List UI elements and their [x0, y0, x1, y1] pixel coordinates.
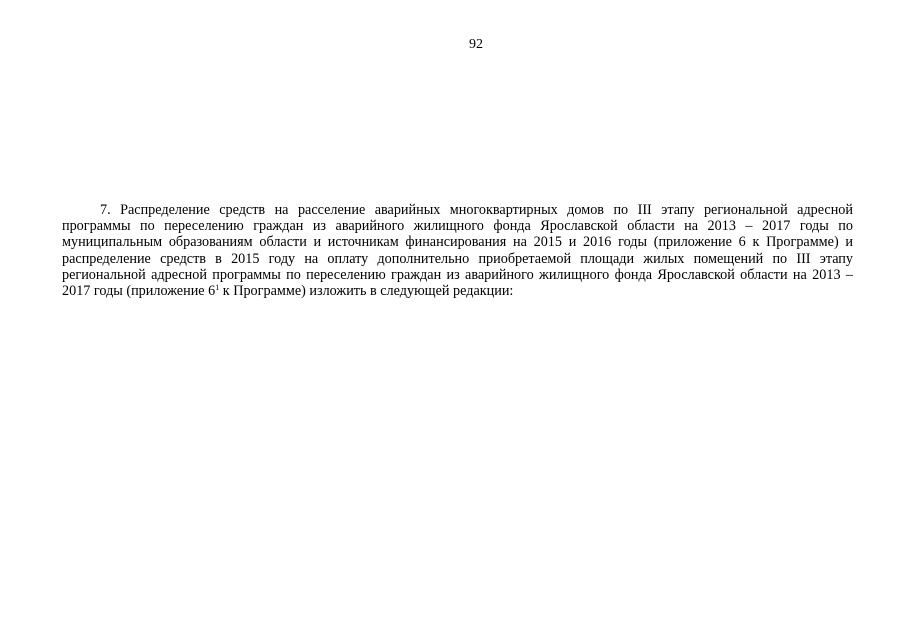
appendix-superscript: 1	[215, 283, 220, 293]
paragraph-text-tail: к Программе) изложить в следующей редакции:	[219, 283, 514, 300]
amendment-paragraph	[62, 202, 853, 299]
paragraph-text-main: 7. Распределение средств на расселение аварийных многоквартирных домов по III этапу региональной адресной программы по переселению граждан из аварийного жилищного фонда Ярославской области на 2013 – 2017 годы по муниципальным образованиям области и источникам финансирования на 2015 и 2016 годы (приложение 6 к Программе) и распределение средств в 2015 году на оплату дополнительно приобретаемой площади жилых помещений по III этапу региональной адресной программы по переселению граждан из аварийного жилищного фонда Ярославской области на 2013 – 2017 годы (приложение 6	[62, 202, 853, 300]
page-number: 92	[469, 37, 483, 52]
